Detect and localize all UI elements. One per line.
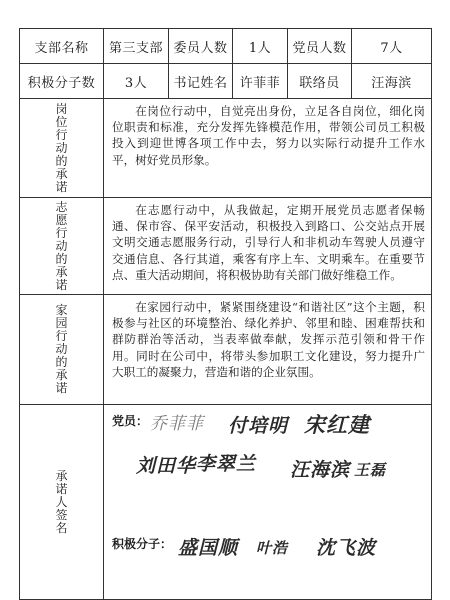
liaison-label: 联络员 [288, 64, 352, 99]
activist-count-label: 积极分子数 [20, 64, 104, 99]
pledge-form-table [19, 28, 432, 600]
header-row-2 [20, 64, 432, 99]
member-signature-1: 乔菲菲 [150, 414, 204, 434]
pledge-row-post [20, 99, 432, 198]
secretary-value: 许菲菲 [233, 64, 288, 99]
home-pledge-text: 在家园行动中，紧紧围绕建设“和谐社区”这个主题，积极参与社区的环境整治、绿化养护、邻里和睦、困难帮扶和群防群治等活动，当表率做奉献，发挥示范引领和骨干作用。同时在公司中，将带头参加职工文化建设，努力提升广大职工的凝聚力，营造和谐的企业氛围。 [104, 295, 432, 405]
signature-row [20, 405, 432, 600]
activists-label: 积极分子： [112, 537, 173, 551]
member-count-value: 7人 [352, 29, 432, 64]
activist-count-value: 3人 [104, 64, 169, 99]
member-signature-7: 王磊 [354, 461, 387, 479]
branch-name-value: 第三支部 [104, 29, 169, 64]
pledge-row-home [20, 295, 432, 405]
members-label: 党员： [112, 414, 149, 428]
member-signature-2: 付培明 [228, 415, 289, 437]
post-pledge-text: 在岗位行动中，自觉亮出身份，立足各自岗位，细化岗位职责和标准，充分发挥先锋模范作用，带领公司员工积极投入到迎世博各项工作中去，努力以实际行动提升工作水平，树好党员形象。 [104, 99, 432, 198]
volunteer-pledge-text: 在志愿行动中，从我做起，定期开展党员志愿者保畅通、保市容、保平安活动，积极投入到路口、公交站点开展文明交通志愿服务行动，引导行人和非机动车驾驶人员遵守交通信息、各行其道，乘客有序上车、文明乘车。在重要节点、重大活动期间，将积极协助有关部门做好维稳工作。 [104, 198, 432, 295]
header-row-1 [20, 29, 432, 64]
post-pledge-label: 岗位行动的承诺 [20, 99, 104, 198]
signature-area [104, 405, 432, 600]
member-signature-5: 李翠兰 [196, 453, 257, 475]
activist-signature-1: 盛国顺 [178, 537, 239, 559]
committee-count-value: 1人 [233, 29, 288, 64]
branch-name-label: 支部名称 [20, 29, 104, 64]
committee-count-label: 委员人数 [169, 29, 233, 64]
member-count-label: 党员人数 [288, 29, 352, 64]
signature-section-label: 承诺人签名 [20, 405, 104, 600]
liaison-value: 汪海滨 [352, 64, 432, 99]
home-pledge-label: 家园行动的承诺 [20, 295, 104, 405]
member-signature-3: 宋红建 [304, 412, 370, 437]
volunteer-pledge-label: 志愿行动的承诺 [20, 198, 104, 295]
activist-signature-3: 沈飞波 [316, 537, 377, 559]
signature-canvas [104, 405, 431, 599]
secretary-label: 书记姓名 [169, 64, 233, 99]
pledge-row-volunteer [20, 198, 432, 295]
member-signature-4: 刘田华 [136, 455, 197, 477]
activist-signature-2: 叶浩 [256, 539, 289, 557]
member-signature-6: 汪海滨 [290, 459, 351, 481]
